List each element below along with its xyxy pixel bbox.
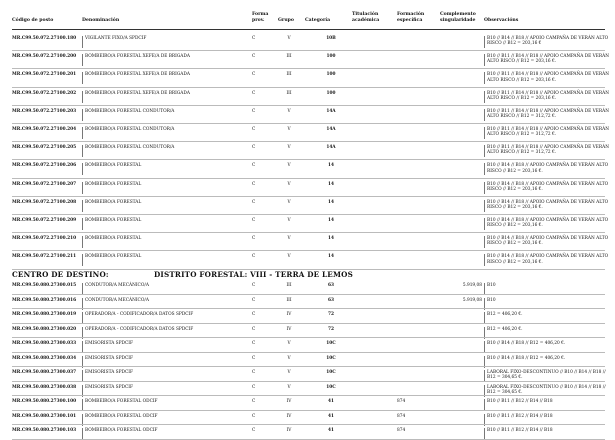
post-categoria: 100: [326, 72, 336, 78]
center-label: CENTRO DE DESTINO:: [12, 270, 109, 279]
row-divider: [12, 87, 605, 88]
post-observacions: B10 // B11 // B14 // B18 // APOIO CAMPAÑA DE VERÁN ALTO RISCO // B12 = 203,16 €.: [484, 72, 613, 84]
table-header: [0, 0, 615, 30]
post-forma-prov: C: [252, 355, 256, 361]
post-observacions: B10 // B11 // B14 // B18 // APOIO CAMPAÑA DE VERÁN ALTO RISCO // B12 = 203,16 €.: [484, 91, 613, 103]
post-code: MR.C99.50.080.27300.038: [12, 384, 77, 390]
post-observacions: B10 // B11 // B14 // B18 // APOIO CAMPAÑA DE VERÁN ALTO RISCO // B12 = 312,72 €.: [484, 145, 613, 157]
row-divider: [12, 250, 605, 251]
post-code: MR.C99.50.080.27300.034: [12, 355, 77, 361]
post-forma-prov: C: [252, 297, 256, 303]
post-denomination: BOMBEIRO/A FORESTAL ODCIF: [82, 428, 253, 440]
post-forma-prov: C: [252, 370, 256, 375]
post-denomination: BOMBEIRO/A FORESTAL CONDUTOR/A: [82, 109, 253, 121]
header-prov: prov.: [252, 18, 265, 23]
post-code: MR.C99.50.080.27300.101: [12, 413, 77, 419]
header-forma: Forma: [252, 12, 269, 17]
post-code: MR.C99.50.080.27300.033: [12, 341, 77, 346]
post-observacions: B10 // B14 // B18 // B12 = 406,20 €.: [484, 341, 613, 353]
row-divider: [12, 294, 605, 295]
post-code: MR.C99.50.080.27300.037: [12, 370, 77, 375]
post-forma-prov: C: [252, 72, 256, 78]
post-categoria: 10C: [326, 341, 336, 346]
post-grupo: V: [287, 36, 291, 41]
post-code: MR.C99.50.072.27100.210: [12, 236, 77, 242]
post-categoria: 14A: [326, 145, 336, 151]
post-forma-prov: C: [252, 236, 256, 242]
post-denomination: BOMBEIRO/A FORESTAL: [82, 182, 253, 194]
post-categoria: 14: [328, 181, 334, 187]
post-observacions: B12 = 406,20 €.: [484, 312, 613, 324]
post-categoria: 10C: [326, 370, 336, 375]
header-observacions: Observacións: [484, 18, 519, 23]
post-forma-prov: C: [252, 90, 256, 96]
post-denomination: BOMBEIRO/A FORESTAL ODCIF: [82, 414, 253, 426]
post-forma-prov: C: [252, 326, 256, 332]
post-observacions: B10 // B11 // B12 // B14 // B18: [484, 414, 613, 426]
row-divider: [12, 105, 605, 106]
center-value: DISTRITO FORESTAL: VIII - TERRA DE LEMOS: [154, 270, 353, 279]
post-grupo: V: [287, 108, 291, 114]
post-grupo: III: [286, 297, 292, 303]
post-grupo: V: [287, 355, 291, 361]
post-categoria: 14A: [326, 108, 336, 114]
post-grupo: V: [287, 236, 291, 242]
post-grupo: V: [287, 384, 291, 390]
post-code: MR.C99.50.072.27100.203: [12, 108, 77, 114]
post-forma-prov: C: [252, 312, 256, 317]
post-denomination: EMISORISTA SPDCIF: [82, 356, 253, 368]
post-grupo: V: [287, 163, 291, 169]
post-forma-prov: C: [252, 145, 256, 151]
header-formacion-2: específica: [397, 18, 423, 23]
post-denomination: EMISORISTA SPDCIF: [82, 341, 253, 353]
row-divider: [12, 381, 605, 382]
header-formacion-1: Formación: [397, 12, 425, 17]
post-denomination: BOMBEIRO/A FORESTAL: [82, 254, 253, 266]
row-divider: [12, 214, 605, 215]
post-categoria: 10C: [326, 384, 336, 390]
post-categoria: 14: [328, 236, 334, 242]
post-grupo: IV: [286, 312, 292, 317]
row-divider: [12, 141, 605, 142]
post-code: MR.C99.50.080.27300.019: [12, 312, 77, 317]
post-denomination: CONDUTOR/A MECÁNICO/A: [82, 283, 253, 295]
post-observacions: B10 // B14 // B18 // B12 = 406,20 €.: [484, 356, 613, 368]
post-grupo: IV: [286, 399, 292, 404]
post-observacions: B10 // B11 // B14 // B18 // APOIO CAMPAÑA DE VERÁN ALTO RISCO // B12 = 312,72 €.: [484, 109, 613, 121]
row-divider: [12, 68, 605, 69]
post-categoria: 10C: [326, 355, 336, 361]
post-observacions: B10 // B14 // B18 // APOIO CAMPAÑA DE VERÁN ALTO RISCO // B12 = 203,16 €.: [484, 200, 613, 212]
post-observacions: B10 // B14 // B18 // APOIO CAMPAÑA DE VERÁN ALTO RISCO // B12 = 203,16 €: [484, 36, 613, 48]
post-forma-prov: C: [252, 36, 256, 41]
post-denomination: OPERADOR/A - CODIFICADOR/A DATOS SPDCIF: [82, 312, 253, 324]
post-observacions: B10 // B14 // B18 // APOIO CAMPAÑA DE VERÁN ALTO RISCO // B12 = 203,16 €.: [484, 236, 613, 248]
post-code: MR.C99.50.072.27100.200: [12, 54, 77, 60]
header-complemento-1: Complemento: [440, 12, 476, 17]
post-categoria: 72: [328, 326, 334, 332]
post-categoria: 63: [328, 297, 334, 303]
row-divider: [12, 123, 605, 124]
post-grupo: V: [287, 181, 291, 187]
post-code: MR.C99.50.072.27100.211: [12, 254, 77, 260]
post-observacions: B10 // B11 // B12 // B14 // B18: [484, 399, 613, 411]
post-observacions: B10 // B14 // B18 // APOIO CAMPAÑA DE VERÁN ALTO RISCO // B12 = 203,16 €.: [484, 163, 613, 175]
post-denomination: EMISORISTA SPDCIF: [82, 385, 253, 397]
post-grupo: IV: [286, 413, 292, 419]
post-grupo: V: [287, 145, 291, 151]
post-forma-prov: C: [252, 384, 256, 390]
post-code: MR.C99.50.072.27100.207: [12, 181, 77, 187]
post-formacion: 874: [397, 399, 406, 404]
post-grupo: III: [286, 283, 292, 288]
post-forma-prov: C: [252, 254, 256, 260]
post-categoria: 100: [326, 90, 336, 96]
post-denomination: EMISORISTA SPDCIF: [82, 370, 253, 382]
post-categoria: 14A: [326, 127, 336, 132]
row-divider: [12, 232, 605, 233]
post-formacion: 874: [397, 413, 406, 419]
row-divider: [12, 395, 605, 396]
post-observacions: LABORAL FIXO-DESCONTINUO // B10 // B14 // B18 // B12 = 304,65 €.: [484, 385, 613, 397]
header-categoria: Categoría: [305, 18, 331, 23]
post-categoria: 14: [328, 254, 334, 260]
header-titulacion-1: Titulación: [352, 12, 379, 17]
post-denomination: VIGILANTE FIXO/A SPDCIF: [82, 36, 253, 48]
post-grupo: V: [287, 254, 291, 260]
post-grupo: V: [287, 127, 291, 132]
post-categoria: 14: [328, 199, 334, 205]
post-categoria: 10B: [326, 36, 336, 41]
row-divider: [12, 410, 605, 411]
row-divider: [12, 159, 605, 160]
post-forma-prov: C: [252, 181, 256, 187]
post-grupo: IV: [286, 326, 292, 332]
header-complemento-2: singularidade: [440, 18, 476, 23]
post-denomination: BOMBEIRO/A FORESTAL: [82, 163, 253, 175]
post-forma-prov: C: [252, 218, 256, 223]
post-observacions: B10 // B11 // B12 // B14 // B18: [484, 428, 613, 440]
post-grupo: V: [287, 341, 291, 346]
post-observacions: B10 // B11 // B14 // B18 // APOIO CAMPAÑA DE VERÁN ALTO RISCO // B12 = 312,72 €.: [484, 127, 613, 139]
post-code: MR.C99.50.080.27300.100: [12, 399, 77, 404]
post-complemento: 5.919,08: [462, 297, 482, 303]
post-categoria: 41: [328, 428, 334, 433]
post-denomination: OPERADOR/A - CODIFICADOR/A DATOS SPDCIF: [82, 327, 253, 339]
post-categoria: 72: [328, 312, 334, 317]
post-observacions: B10 // B14 // B18 // APOIO CAMPAÑA DE VERÁN ALTO RISCO // B12 = 203,16 €.: [484, 254, 613, 266]
post-forma-prov: C: [252, 413, 256, 419]
post-code: MR.C99.50.072.27100.204: [12, 127, 77, 132]
post-observacions: B10: [484, 283, 613, 295]
post-observacions: LABORAL FIXO-DESCONTINUO // B10 // B14 // B18 // B12 = 304,65 €.: [484, 370, 613, 382]
header-codigo: Código de posto: [12, 18, 54, 23]
row-divider: [12, 178, 605, 179]
post-categoria: 14: [328, 163, 334, 169]
post-categoria: 41: [328, 399, 334, 404]
post-forma-prov: C: [252, 127, 256, 132]
post-denomination: CONDUTOR/A MECÁNICO/A: [82, 298, 253, 310]
post-grupo: V: [287, 370, 291, 375]
post-code: MR.C99.50.072.27100.201: [12, 72, 77, 78]
header-grupo: Grupo: [278, 18, 294, 23]
post-code: MR.C99.50.072.27100.206: [12, 163, 77, 169]
post-code: MR.C99.50.080.27300.016: [12, 297, 77, 303]
post-code: MR.C99.50.072.27100.205: [12, 145, 77, 151]
post-denomination: BOMBEIRO/A FORESTAL ODCIF: [82, 399, 253, 411]
post-observacions: B10: [484, 298, 613, 310]
post-complemento: 5.919,08: [462, 283, 482, 288]
post-categoria: 100: [326, 54, 336, 60]
post-formacion: 874: [397, 428, 406, 433]
post-categoria: 41: [328, 413, 334, 419]
post-forma-prov: C: [252, 108, 256, 114]
post-categoria: 63: [328, 283, 334, 288]
row-divider: [12, 366, 605, 367]
post-forma-prov: C: [252, 283, 256, 288]
post-code: MR.C99.50.080.27300.103: [12, 428, 77, 433]
header-divider: [12, 29, 605, 30]
post-observacions: B10 // B14 // B18 // APOIO CAMPAÑA DE VERÁN ALTO RISCO // B12 = 203,16 €.: [484, 182, 613, 194]
post-code: MR.C99.50.072.27100.208: [12, 199, 77, 205]
post-denomination: BOMBEIRO/A FORESTAL: [82, 236, 253, 248]
post-forma-prov: C: [252, 341, 256, 346]
row-divider: [12, 196, 605, 197]
post-observacions: B10 // B14 // B18 // APOIO CAMPAÑA DE VERÁN ALTO RISCO // B12 = 203,16 €.: [484, 218, 613, 230]
post-grupo: III: [286, 72, 292, 78]
post-code: MR.C99.50.080.27300.020: [12, 326, 77, 332]
post-observacions: B10 // B11 // B14 // B18 // APOIO CAMPAÑA DE VERÁN ALTO RISCO // B12 = 203,16 €.: [484, 54, 613, 66]
post-denomination: BOMBEIRO/A FORESTAL CONDUTOR/A: [82, 127, 253, 139]
post-grupo: III: [286, 54, 292, 60]
post-grupo: V: [287, 218, 291, 223]
post-denomination: BOMBEIRO/A FORESTAL: [82, 200, 253, 212]
row-divider: [12, 50, 605, 51]
post-forma-prov: C: [252, 163, 256, 169]
row-divider: [12, 337, 605, 338]
post-forma-prov: C: [252, 428, 256, 433]
row-divider: [12, 308, 605, 309]
row-divider: [12, 352, 605, 353]
post-grupo: IV: [286, 428, 292, 433]
post-denomination: BOMBEIRO/A FORESTAL: [82, 218, 253, 230]
post-denomination: BOMBEIRO/A FORESTAL CONDUTOR/A: [82, 145, 253, 157]
post-denomination: BOMBEIRO/A FORESTAL XEFE/A DE BRIGADA: [82, 72, 253, 84]
post-observacions: B12 = 406,20 €.: [484, 327, 613, 339]
post-code: MR.C99.50.072.27100.180: [12, 36, 77, 41]
post-forma-prov: C: [252, 54, 256, 60]
row-divider: [12, 424, 605, 425]
header-titulacion-2: académica: [352, 18, 380, 23]
post-denomination: BOMBEIRO/A FORESTAL XEFE/A DE BRIGADA: [82, 91, 253, 103]
post-forma-prov: C: [252, 399, 256, 404]
post-grupo: III: [286, 90, 292, 96]
post-code: MR.C99.50.072.27100.202: [12, 90, 77, 96]
post-categoria: 14: [328, 218, 334, 223]
post-denomination: BOMBEIRO/A FORESTAL XEFE/A DE BRIGADA: [82, 54, 253, 66]
header-denominacion: Denominación: [82, 18, 120, 23]
post-code: MR.C99.50.072.27100.209: [12, 218, 77, 223]
post-grupo: V: [287, 199, 291, 205]
post-forma-prov: C: [252, 199, 256, 205]
post-code: MR.C99.50.080.27300.015: [12, 283, 77, 288]
row-divider: [12, 323, 605, 324]
